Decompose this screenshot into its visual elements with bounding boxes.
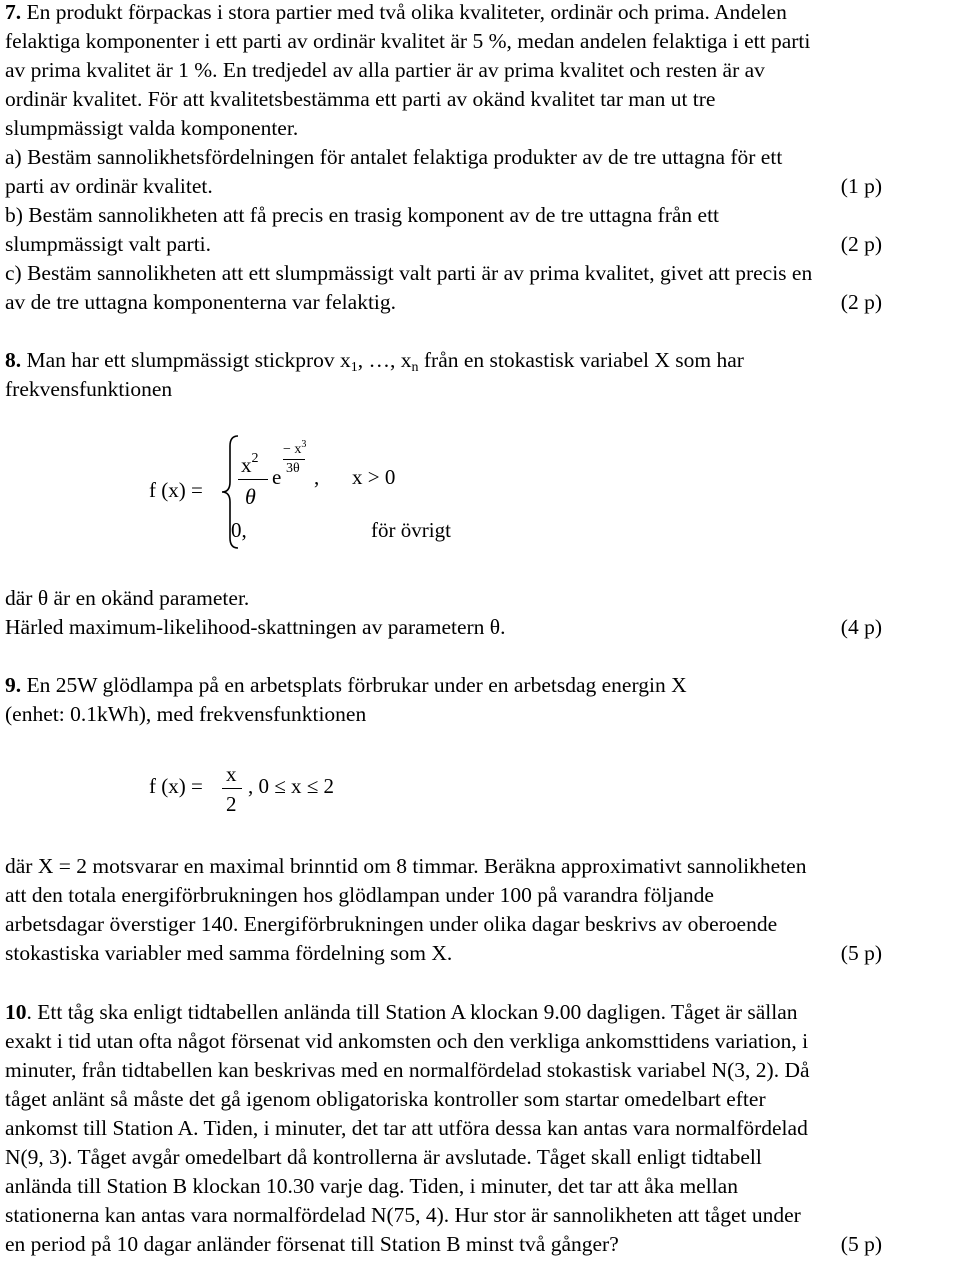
formula-lhs: f (x) = <box>149 478 203 502</box>
q7b-points: (2 p) <box>840 232 882 256</box>
q10-line-2: exakt i tid utan ofta något försenat vid ankomsten och den verkliga ankomsttidens variation, i <box>5 1029 809 1053</box>
q7-line-5: slumpmässigt valda komponenter. <box>5 116 299 140</box>
q9-fraction-bar <box>222 788 242 789</box>
formula-theta: θ <box>245 484 256 509</box>
q7-line-10: c) Bestäm sannolikheten att ett slumpmässigt valt parti är av prima kvalitet, givet att precis en <box>5 261 813 285</box>
q7-line-8: b) Bestäm sannolikheten att få precis en trasig komponent av de tre uttagna från ett <box>5 203 720 227</box>
q7c-points: (2 p) <box>840 290 882 314</box>
formula-e: e <box>272 465 282 489</box>
q10-line-1: 10. Ett tåg ska enligt tidtabellen anlända till Station A klockan 9.00 dagligen. Tåget är sällan <box>5 1000 798 1024</box>
q7-line-11: av de tre uttagna komponenterna var felaktig. <box>5 290 397 314</box>
q8-line-3: där θ är en okänd parameter. <box>5 586 250 610</box>
q9-points: (5 p) <box>840 941 882 965</box>
formula-condition-1: x > 0 <box>352 465 396 489</box>
formula-comma: , <box>314 465 320 489</box>
q8-points: (4 p) <box>840 615 882 639</box>
q9-line-4: att den totala energiförbrukningen hos glödlampan under 100 på varandra följande <box>5 883 714 907</box>
q10-line-9: en period på 10 dagar anländer försenat till Station B minst två gånger? <box>5 1232 619 1256</box>
q9-number: 9. <box>5 673 22 697</box>
formula-x-squared: $x^2$ <box>241 451 259 477</box>
q9-formula-range: , 0 ≤ x ≤ 2 <box>248 774 335 798</box>
q9-line-3: där X = 2 motsvarar en maximal brinntid om 8 timmar. Beräkna approximativt sannolikheten <box>5 854 807 878</box>
q7-number: 7. <box>5 0 22 24</box>
q8-line-2: frekvensfunktionen <box>5 377 173 401</box>
q9-formula-denominator: 2 <box>226 792 237 816</box>
q9-line-5: arbetsdagar överstiger 140. Energiförbrukningen under olika dagar beskrivs av oberoende <box>5 912 778 936</box>
q10-line-7: anlända till Station B klockan 10.30 varje dag. Tiden, i minuter, det tar att åka mellan <box>5 1174 738 1198</box>
q8-number: 8. <box>5 348 22 372</box>
formula-condition-2: för övrigt <box>371 518 451 542</box>
q10-points: (5 p) <box>840 1232 882 1256</box>
exp-numerator: − $x^3$ <box>283 439 307 457</box>
q9-line-6: stokastiska variabler med samma fördelning som X. <box>5 941 453 965</box>
q10-line-4: tåget anlänt så måste det gå igenom obligatoriska kontroller som startar omedelbart efter <box>5 1087 766 1111</box>
q7a-points: (1 p) <box>840 174 882 198</box>
q7-line-1: 7. En produkt förpackas i stora partier med två olika kvaliteter, ordinär och prima. Andelen <box>5 0 787 24</box>
q10-line-6: N(9, 3). Tåget avgår omedelbart då kontrollerna är avslutade. Tåget skall enligt tidtabell <box>5 1145 762 1169</box>
formula-zero: 0, <box>231 518 247 542</box>
q10-line-5: ankomst till Station A. Tiden, i minuter, det tar att utföra dessa kan antas vara normalfördelad <box>5 1116 808 1140</box>
q7-line-2: felaktiga komponenter i ett parti av ordinär kvalitet är 5 %, medan andelen felaktiga i ett parti <box>5 29 811 53</box>
fraction-bar <box>238 479 268 480</box>
q7-line-6: a) Bestäm sannolikhetsfördelningen för antalet felaktiga produkter av de tre uttagna för ett <box>5 145 783 169</box>
exp-denominator: 3θ <box>286 461 300 476</box>
q7-line-9: slumpmässigt valt parti. <box>5 232 212 256</box>
q9-line-2: (enhet: 0.1kWh), med frekvensfunktionen <box>5 702 367 726</box>
exp-fraction-bar <box>283 459 305 460</box>
q8-line-4: Härled maximum-likelihood-skattningen av parametern θ. <box>5 615 506 639</box>
q8-line-1: 8. Man har ett slumpmässigt stickprov $x_1$, …, $x_n$ från en stokastisk variabel X som har <box>5 348 744 375</box>
q10-line-8: stationerna kan antas vara normalfördelad N(75, 4). Hur stor är sannolikheten att tåget under <box>5 1203 801 1227</box>
q7-line-7: parti av ordinär kvalitet. <box>5 174 213 198</box>
q7-line-4: ordinär kvalitet. För att kvalitetsbestämma ett parti av okänd kvalitet tar man ut tre <box>5 87 716 111</box>
q9-formula-lhs: f (x) = <box>149 774 203 798</box>
q9-formula-numerator: x <box>226 762 237 786</box>
q9-line-1: 9. En 25W glödlampa på en arbetsplats förbrukar under en arbetsdag energin X <box>5 673 687 697</box>
q10-line-3: minuter, från tidtabellen kan beskrivas med en normalfördelad stokastisk variabel N(3, 2). Då <box>5 1058 810 1082</box>
q10-number: 10 <box>5 1000 27 1024</box>
q7-line-3: av prima kvalitet är 1 %. En tredjedel av alla partier är av prima kvalitet och resten är av <box>5 58 765 82</box>
